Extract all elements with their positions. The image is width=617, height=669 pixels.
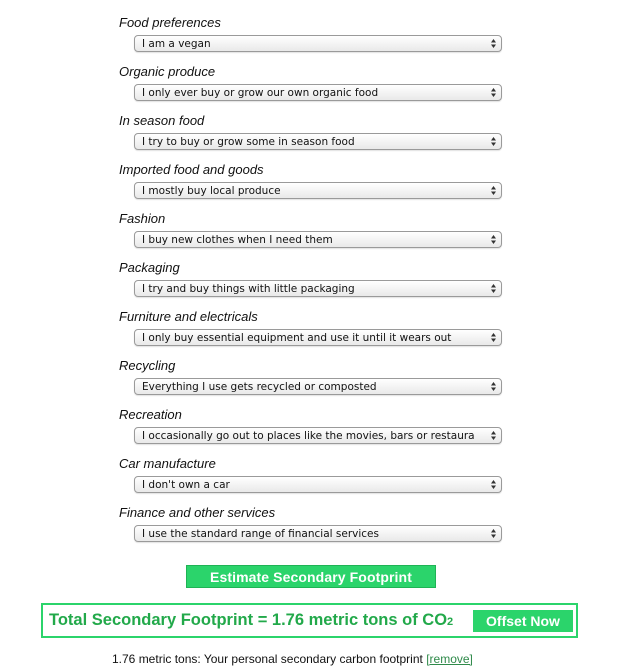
finance-services-label: Finance and other services <box>119 505 276 520</box>
total-footprint-panel <box>41 603 578 638</box>
select-arrows-icon <box>490 527 497 540</box>
organic-produce-select[interactable] <box>134 84 502 101</box>
furniture-electricals-select[interactable] <box>134 329 502 346</box>
food-preferences-label: Food preferences <box>119 15 221 30</box>
select-arrows-icon <box>490 184 497 197</box>
packaging-value: I try and buy things with little packaging <box>142 283 355 295</box>
packaging-label: Packaging <box>119 260 180 275</box>
imported-food-select[interactable] <box>134 182 502 199</box>
select-arrows-icon <box>490 380 497 393</box>
car-manufacture-select[interactable] <box>134 476 502 493</box>
footprint-summary-text: 1.76 metric tons: Your personal secondary carbon footprint <box>112 652 423 666</box>
in-season-food-value: I try to buy or grow some in season food <box>142 136 355 148</box>
select-arrows-icon <box>490 331 497 344</box>
fashion-label: Fashion <box>119 211 166 226</box>
select-arrows-icon <box>490 135 497 148</box>
recreation-label: Recreation <box>119 407 182 422</box>
recreation-value: I occasionally go out to places like the movies, bars or restaura <box>142 430 475 442</box>
fashion-value: I buy new clothes when I need them <box>142 234 333 246</box>
finance-services-select[interactable] <box>134 525 502 542</box>
footprint-summary <box>112 652 473 666</box>
imported-food-value: I mostly buy local produce <box>142 185 281 197</box>
select-arrows-icon <box>490 429 497 442</box>
car-manufacture-value: I don't own a car <box>142 479 230 491</box>
estimate-footprint-button[interactable]: Estimate Secondary Footprint <box>186 565 436 588</box>
select-arrows-icon <box>490 478 497 491</box>
remove-link[interactable]: [remove] <box>426 652 473 666</box>
recycling-value: Everything I use gets recycled or composted <box>142 381 377 393</box>
food-preferences-value: I am a vegan <box>142 38 211 50</box>
organic-produce-value: I only ever buy or grow our own organic food <box>142 87 379 99</box>
select-arrows-icon <box>490 282 497 295</box>
select-arrows-icon <box>490 86 497 99</box>
recycling-label: Recycling <box>119 358 176 373</box>
food-preferences-select[interactable] <box>134 35 502 52</box>
select-arrows-icon <box>490 233 497 246</box>
total-footprint-label: Total Secondary Footprint = 1.76 metric tons of CO <box>49 611 448 629</box>
recreation-select[interactable] <box>134 427 502 444</box>
offset-now-button[interactable]: Offset Now <box>473 610 573 632</box>
co2-subscript: 2 <box>447 616 454 628</box>
fashion-select[interactable] <box>134 231 502 248</box>
select-arrows-icon <box>490 37 497 50</box>
in-season-food-label: In season food <box>119 113 205 128</box>
car-manufacture-label: Car manufacture <box>119 456 216 471</box>
furniture-electricals-value: I only buy essential equipment and use it until it wears out <box>142 332 452 344</box>
furniture-electricals-label: Furniture and electricals <box>119 309 258 324</box>
in-season-food-select[interactable] <box>134 133 502 150</box>
organic-produce-label: Organic produce <box>119 64 216 79</box>
packaging-select[interactable] <box>134 280 502 297</box>
total-footprint-text <box>49 611 453 630</box>
recycling-select[interactable] <box>134 378 502 395</box>
imported-food-label: Imported food and goods <box>119 162 264 177</box>
finance-services-value: I use the standard range of financial services <box>142 528 379 540</box>
